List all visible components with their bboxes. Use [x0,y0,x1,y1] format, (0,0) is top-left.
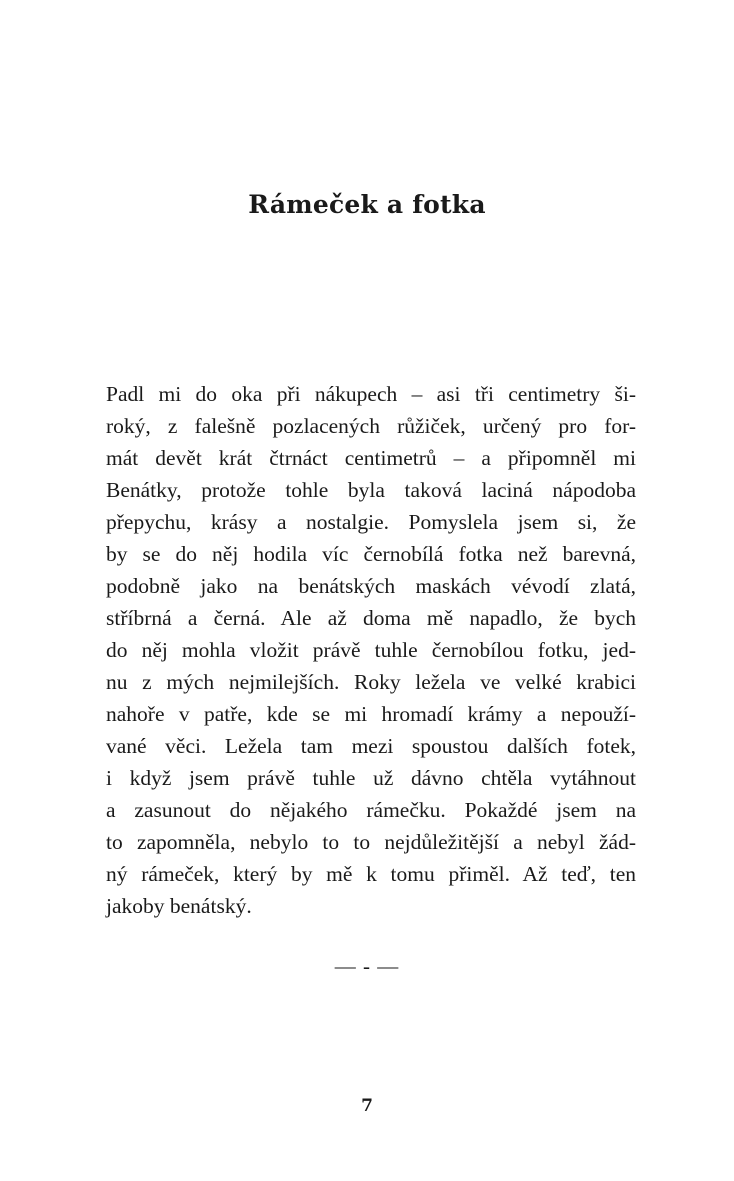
chapter-title: Rámeček a fotka [248,190,486,219]
text-line: Benátky, protože tohle byla taková laciná nápodoba [106,478,636,502]
text-line: i když jsem právě tuhle už dávno chtěla vytáhnout [106,766,636,790]
text-line: nahoře v patře, kde se mi hromadí krámy a nepouží- [106,702,636,726]
text-line: by se do něj hodila víc černobílá fotka než barevná, [106,542,636,566]
page-number: 7 [361,1096,373,1116]
text-line: Padl mi do oka při nákupech – asi tři centimetry ši- [106,382,636,406]
text-line: to zapomněla, nebylo to to nejdůležitější a nebyl žád- [106,830,636,854]
section-break-ornament: — - — [334,954,400,978]
text-line: ný rámeček, který by mě k tomu přiměl. Až teď, ten [106,862,636,886]
text-line: do něj mohla vložit právě tuhle černobílou fotku, jed- [106,638,636,662]
text-line: mát devět krát čtrnáct centimetrů – a připomněl mi [106,446,636,470]
text-line: a zasunout do nějakého rámečku. Pokaždé jsem na [106,798,636,822]
text-line: stříbrná a černá. Ale až doma mě napadlo, že bych [106,606,636,630]
text-line: přepychu, krásy a nostalgie. Pomyslela jsem si, že [106,510,636,534]
text-line: jakoby benátský. [106,894,252,918]
text-line: nu z mých nejmilejších. Roky ležela ve velké krabici [106,670,636,694]
text-line: vané věci. Ležela tam mezi spoustou dalších fotek, [106,734,636,758]
body-paragraph [106,378,636,922]
text-line: roký, z falešně pozlacených růžiček, určený pro for- [106,414,636,438]
text-line: podobně jako na benátských maskách vévodí zlatá, [106,574,636,598]
